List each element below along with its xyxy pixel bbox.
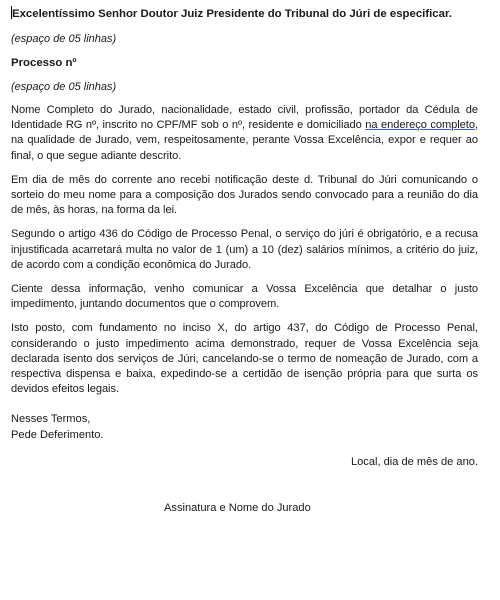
- heading-text: Excelentíssimo Senhor Doutor Juiz Presidente do Tribunal do Júri de especificar.: [12, 8, 452, 20]
- spacing-note-1: (espaço de 05 linhas): [11, 33, 117, 45]
- document-heading: [11, 6, 478, 23]
- process-number-label: Processo nº: [11, 57, 77, 69]
- spacing-note-2: (espaço de 05 linhas): [11, 81, 117, 93]
- place-and-date: Local, dia de mês de ano.: [350, 456, 478, 469]
- paragraph-request: Isto posto, com fundamento no inciso X, do artigo 437, do Código de Processo Penal, considerando o justo impedimento acima demonstrado, requer de Vossa Excelência seja declarada isento dos serviços de Júri, cancelando-se o termo de nomeação de Jurado, com a respectiva dispensa e baixa, expedindo-se a certidão de isenção própria para que surta os devidos efeitos legais.: [11, 322, 478, 396]
- paragraph-notification: Em dia de mês do corrente ano recebi notificação deste d. Tribunal do Júri comunicando o sorteio do meu nome para a composição dos Jurados sendo convocado para a reunião do dia de mês, às horas, na forma da lei.: [11, 173, 478, 217]
- closing-block: [11, 412, 478, 443]
- paragraph-1-end: , na qualidade de Jurado, vem, respeitosamente, perante Vossa Excelência, expor e requer ao final, o que segue adiante descrito.: [11, 119, 478, 162]
- paragraph-qualification: [11, 103, 478, 164]
- closing-terms: Nesses Termos,: [11, 413, 91, 426]
- closing-request: Pede Deferimento.: [11, 428, 104, 441]
- paragraph-legal-basis: Segundo o artigo 436 do Código de Processo Penal, o serviço do júri é obrigatório, e a recusa injustificada acarretará multa no valor de 1 (um) a 10 (dez) salários mínimos, a critério do juiz, de acordo com a condição econômica do Jurado.: [11, 228, 478, 271]
- signature-line: Assinatura e Nome do Jurado: [164, 502, 311, 515]
- paragraph-impediment: Ciente dessa informação, venho comunicar a Vossa Excelência que detalhar o justo impedimento, juntando documentos que o comprovem.: [11, 283, 478, 311]
- address-underlined: na endereço completo: [365, 119, 475, 132]
- paragraph-1-start: Nome Completo do Jurado, nacionalidade, estado civil, profissão, portador da Cédula de Identidade RG nº, inscrito no CPF/MF sob o nº, residente e domiciliado: [11, 104, 478, 132]
